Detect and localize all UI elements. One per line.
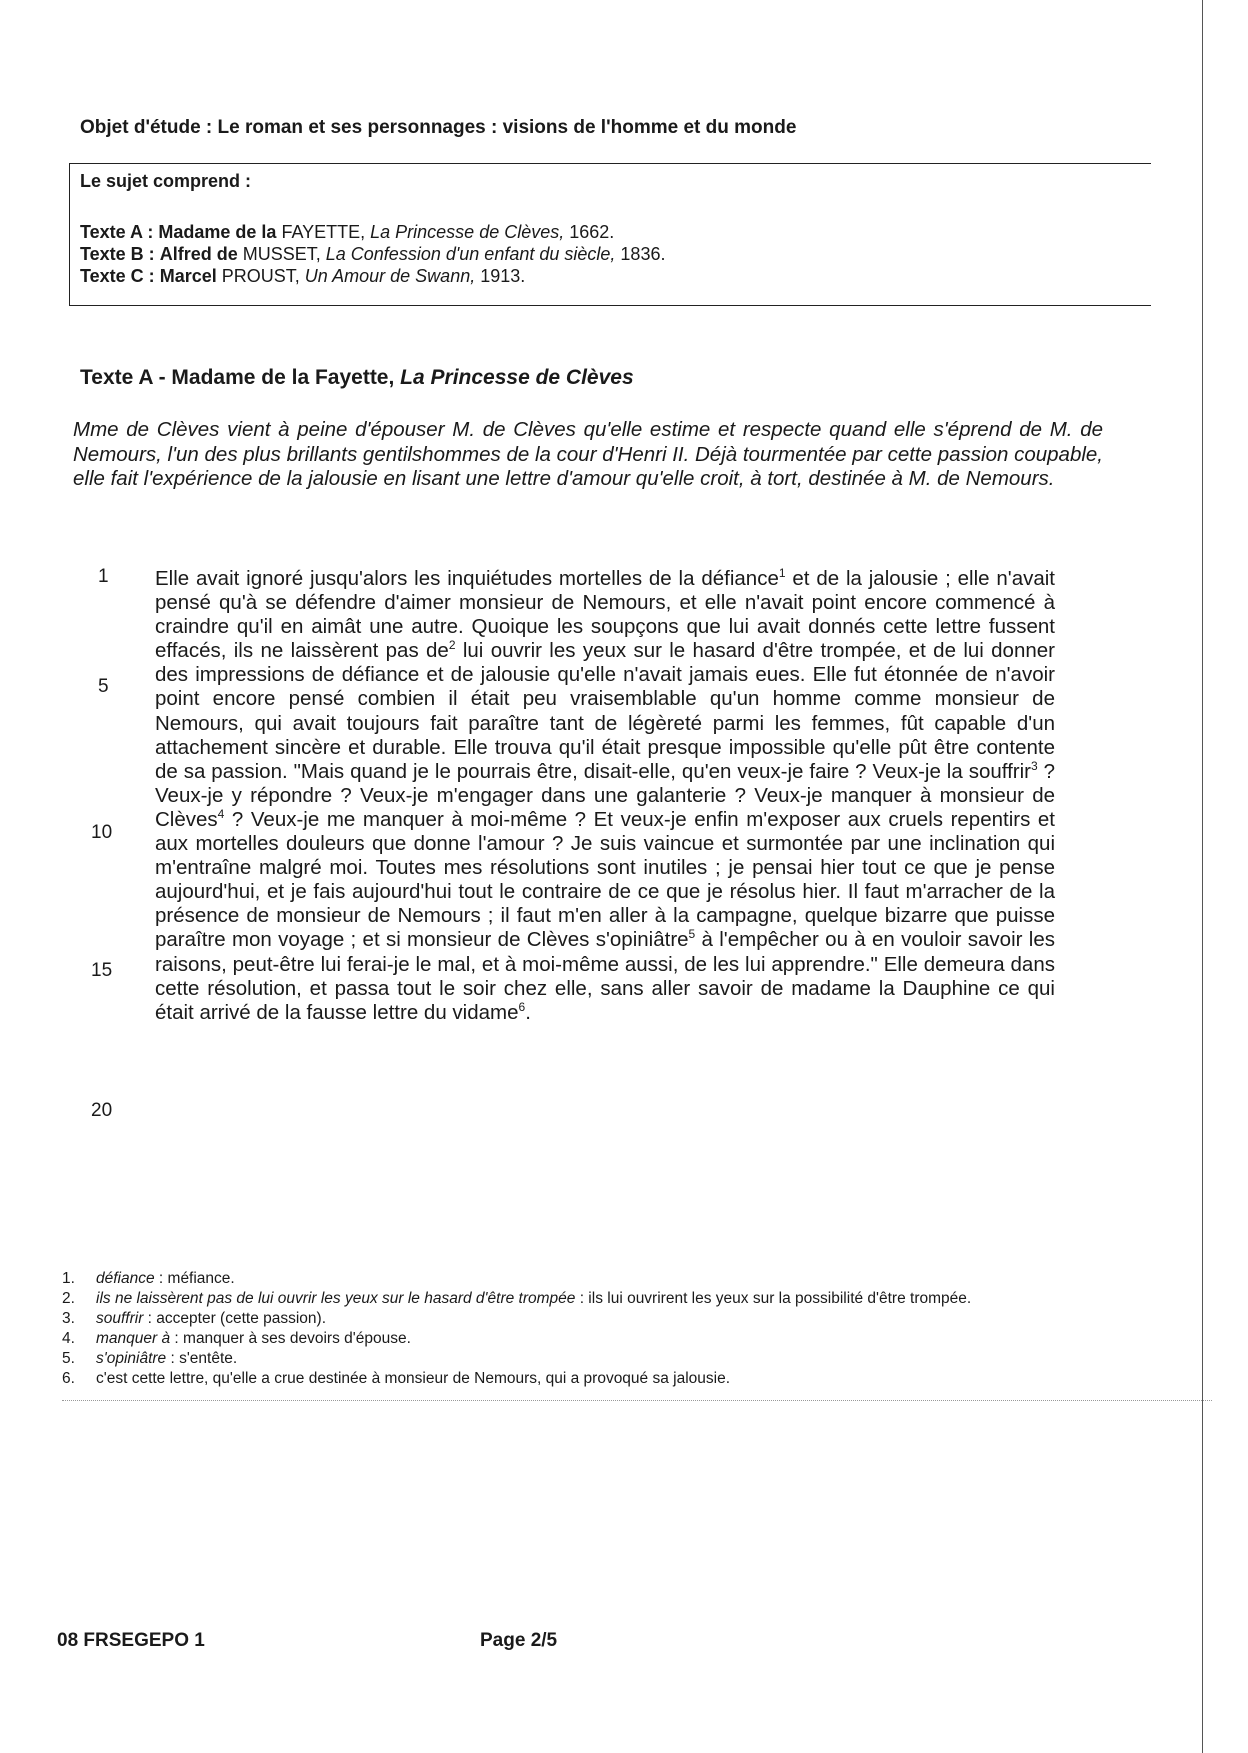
line-number: 5 — [98, 676, 109, 697]
footnote-ref: 1 — [778, 566, 786, 581]
exam-code: 08 FRSEGEPO 1 — [57, 1630, 205, 1651]
text-entry-b: Texte B : Alfred de MUSSET, La Confession d'un enfant du siècle, 1836. — [80, 244, 666, 264]
objet-etude: Objet d'étude : Le roman et ses personnages : visions de l'homme et du monde — [80, 117, 797, 138]
footnote-ref: 6 — [518, 999, 526, 1014]
sujet-box-bottom-rule — [69, 305, 1151, 306]
texts-list — [80, 221, 665, 287]
footnote: 4. manquer à : manquer à ses devoirs d'épouse. — [62, 1330, 411, 1347]
footnote: 1. défiance : méfiance. — [62, 1270, 235, 1287]
text-entry-a: Texte A : Madame de la FAYETTE, La Princesse de Clèves, 1662. — [80, 222, 615, 242]
texte-a-title: Texte A - Madame de la Fayette, La Princesse de Clèves — [80, 366, 634, 389]
footnote: 5. s'opiniâtre : s'entête. — [62, 1350, 238, 1367]
sujet-box-left-rule — [69, 163, 70, 305]
footnote: 2. ils ne laissèrent pas de lui ouvrir les yeux sur le hasard d'être trompée : ils lui ouvrirent les yeux sur la possibilité d'être trompée. — [62, 1290, 972, 1307]
dotted-scan-line — [62, 1400, 1212, 1401]
texte-a-intro: Mme de Clèves vient à peine d'épouser M. de Clèves qu'elle estime et respecte quand elle s'éprend de M. de Nemours, l'un des plus brillants gentilshommes de la cour d'Henri II. Déjà tourmentée par cette passion coupable, elle fait l'expérience de la jalousie en lisant une lettre d'amour qu'elle croit, à tort, destinée à M. de Nemours. — [73, 418, 1103, 490]
texte-a-passage: Elle avait ignoré jusqu'alors les inquiétudes mortelles de la défiance$^1$ et de la jalousie ; elle n'avait pensé qu'à se défendre d'aimer monsieur de Nemours, et elle n'avait point encore commencé à craindre qu'il en aimât une autre. Quoique les soupçons que lui avait donnés cette lettre fussent effacés, ils ne laissèrent pas $de^2$ lui ouvrir les yeux sur le hasard d'être trompée, et de lui donner des impressions de défiance et de jalousie qu'elle n'avait jamais eues. Elle fut étonnée de n'avoir point encore pensé combien il était peu vraisemblable qu'un homme comme monsieur de Nemours, qui avait toujours fait paraître tant de légèreté parmi les femmes, fût capable d'un attachement sincère et durable. Elle trouva qu'il était presque impossible qu'elle pût être contente de sa passion. "Mais quand je le pourrais être, disait-elle, qu'en veux-je faire ? Veux-je la souffrir$^3$ ? Veux-je y répondre ? Veux-je m'engager dans une galanterie ? Veux-je manquer à monsieur de Clèves$^4$ ? Veux-je me manquer à moi-même ? Et veux-je enfin m'exposer aux cruels repentirs et aux mortelles douleurs que donne l'amour ? Je suis vaincue et surmontée par une inclination qui m'entraîne malgré moi. Toutes mes résolutions sont inutiles ; je pensai hier tout ce que je pense aujourd'hui, et je fais aujourd'hui tout le contraire de ce que je résolus hier. Il faut m'arracher de la présence de monsieur de Nemours ; il faut m'en aller à la campagne, quelque bizarre que puisse paraître mon voyage ; et si monsieur de Clèves s'opiniâtre$^5$ à l'empêcher ou à en vouloir savoir les raisons, peut-être lui ferai-je le mal, et à moi-même aussi, de les lui apprendre." Elle demeura dans cette résolution, et passa tout le soir chez elle, sans aller savoir de madame la Dauphine ce qui était arrivé de la fausse lettre du vidame$^6$. — [155, 566, 1055, 1024]
text-entry-c: Texte C : Marcel PROUST, Un Amour de Swann, 1913. — [80, 266, 526, 286]
footnote-ref: 3 — [1030, 758, 1038, 773]
footnotes — [62, 1270, 1062, 1390]
line-number: 1 — [98, 566, 109, 587]
line-number: 10 — [91, 822, 113, 843]
page-number: Page 2/5 — [480, 1630, 558, 1651]
sujet-box-top-rule — [69, 163, 1151, 164]
footnote-ref: 5 — [688, 927, 696, 942]
line-number: 20 — [91, 1100, 113, 1121]
footnote: 6. c'est cette lettre, qu'elle a crue destinée à monsieur de Nemours, qui a provoqué sa jalousie. — [62, 1370, 731, 1387]
footnote-ref: 2 — [448, 638, 456, 653]
line-number: 15 — [91, 960, 113, 981]
sujet-heading: Le sujet comprend : — [80, 171, 252, 191]
footnote-ref: 4 — [217, 807, 225, 822]
footnote: 3. souffrir : accepter (cette passion). — [62, 1310, 327, 1327]
scan-edge-line — [1202, 0, 1203, 1753]
